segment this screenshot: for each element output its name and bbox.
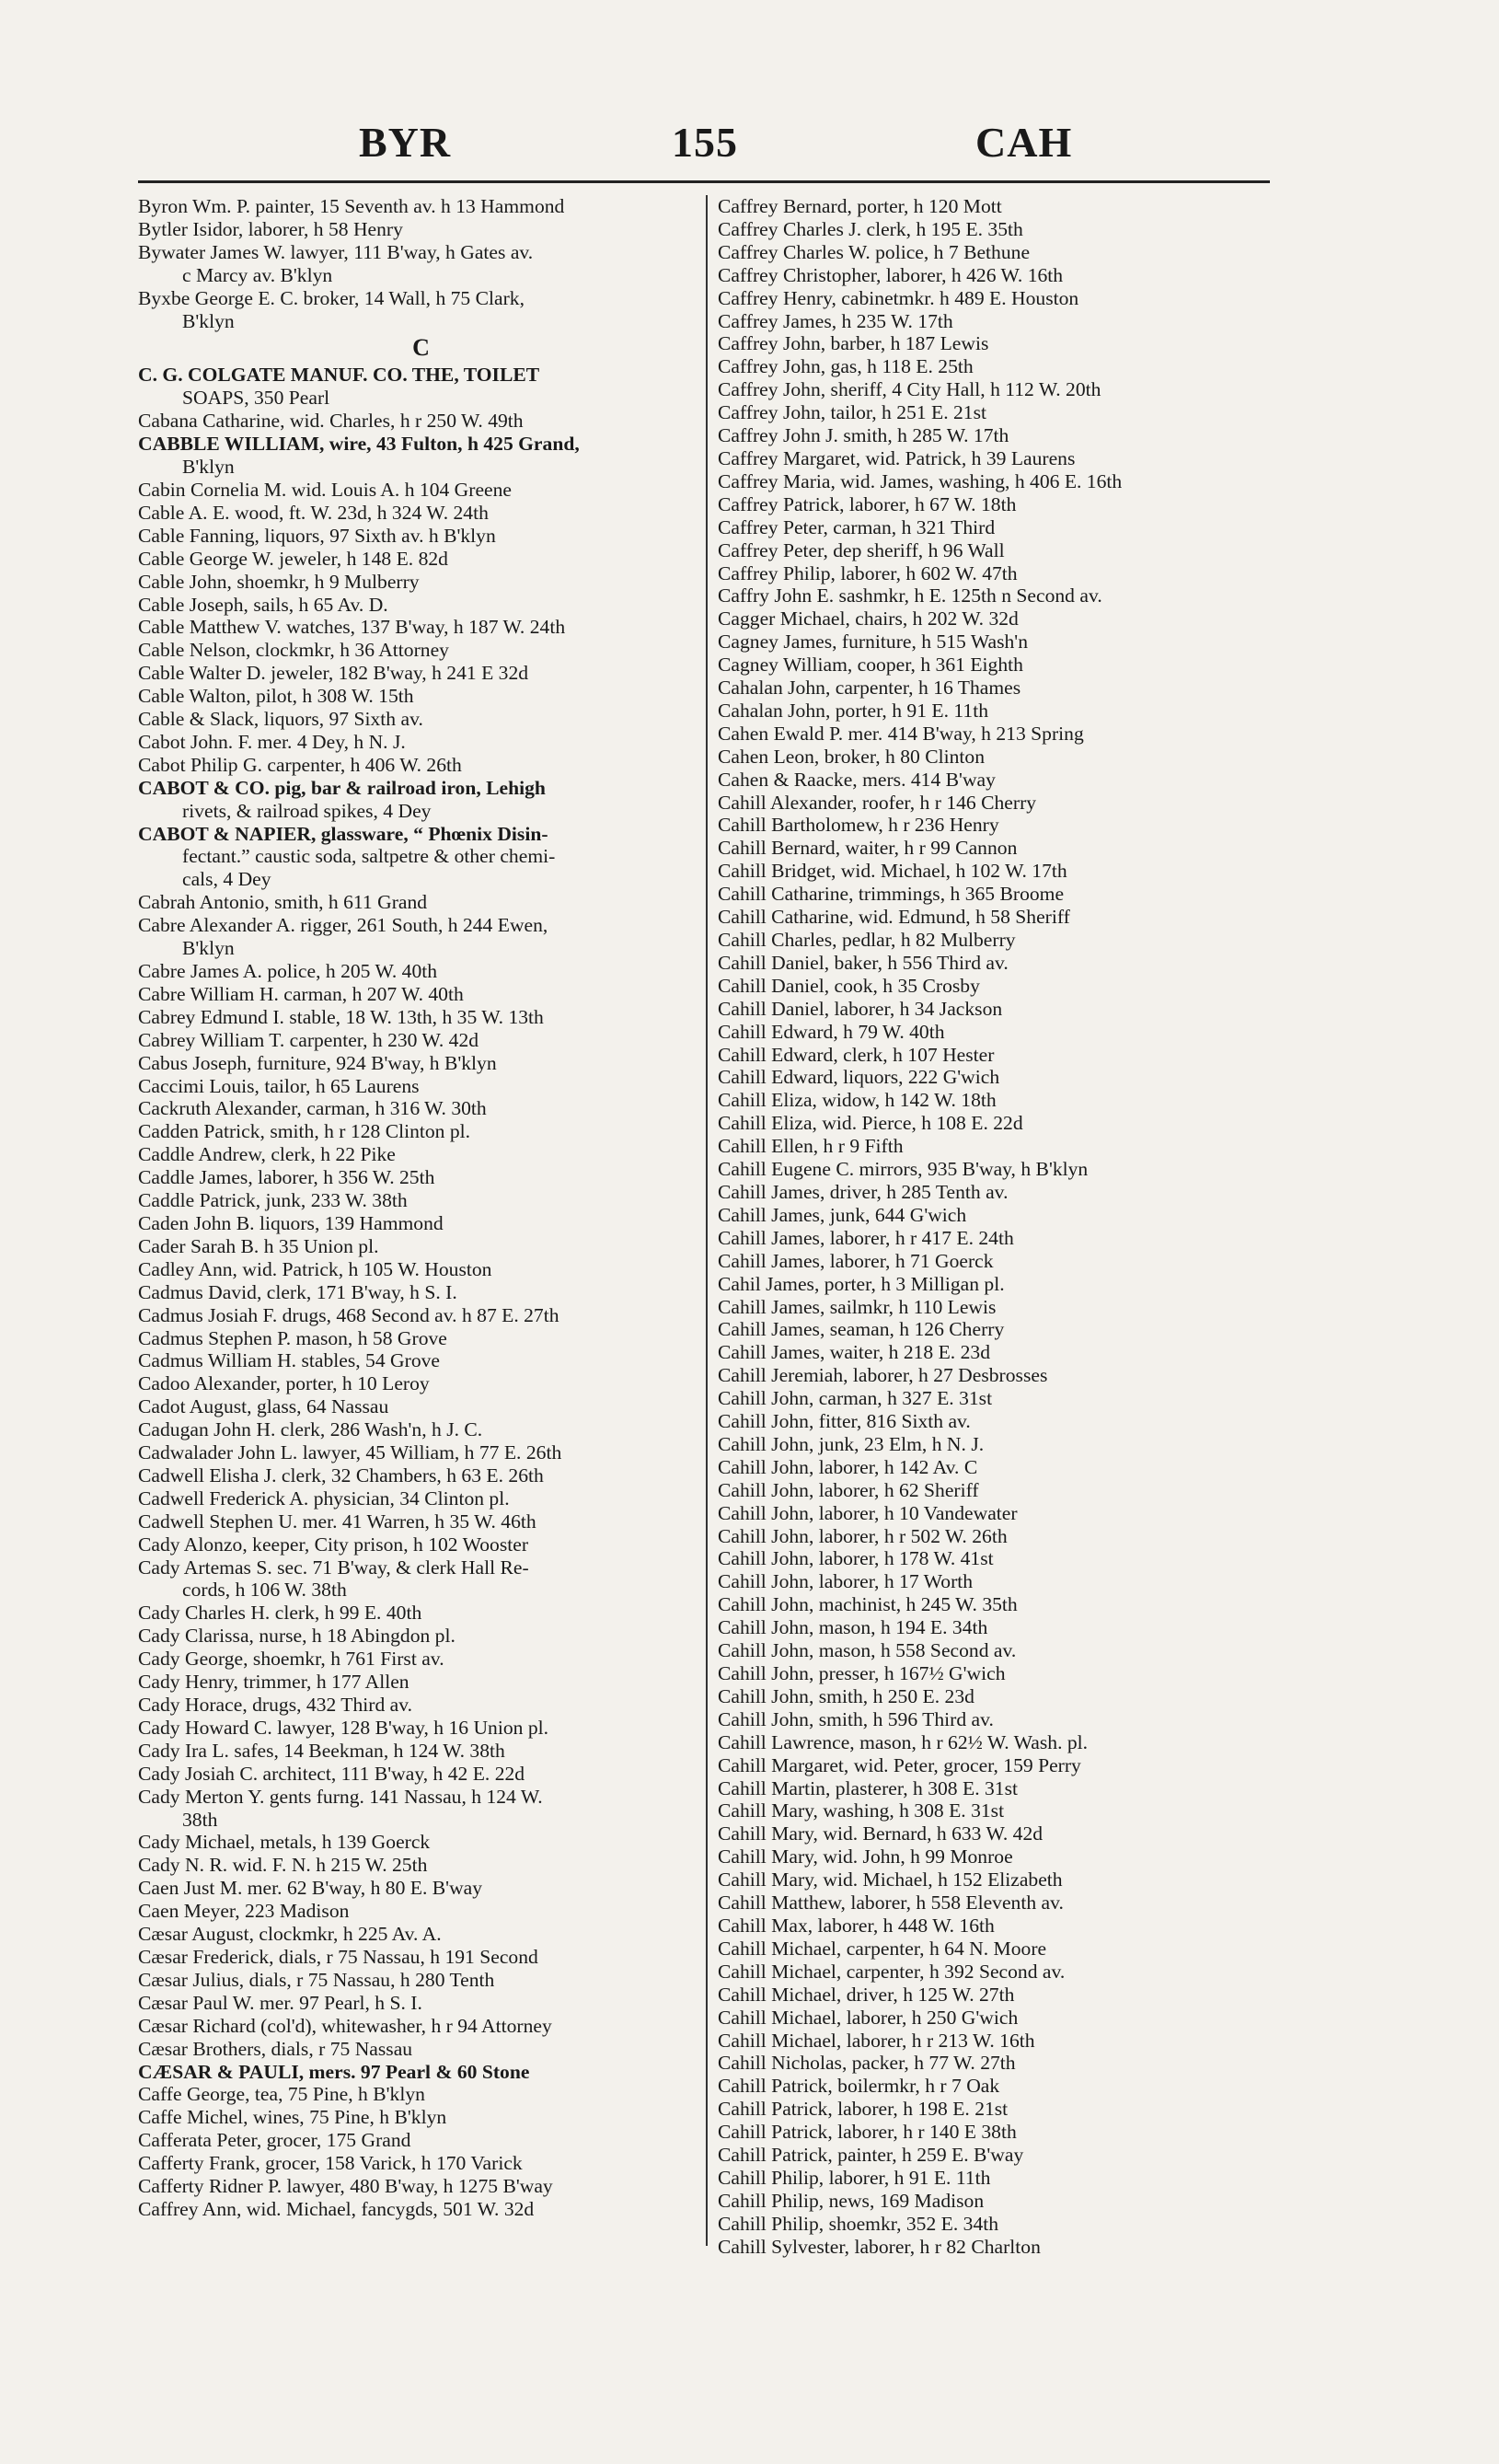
directory-entry: Cahill John, laborer, h r 502 W. 26th — [718, 1524, 1008, 1547]
directory-entry: Cady N. R. wid. F. N. h 215 W. 25th — [138, 1854, 428, 1877]
directory-entry: Cahill James, junk, 644 G'wich — [718, 1203, 967, 1226]
directory-entry: Caffrey Henry, cabinetmkr. h 489 E. Houston — [718, 286, 1079, 309]
left-column — [138, 195, 704, 2221]
directory-entry: Cahill John, mason, h 558 Second av. — [718, 1639, 1017, 1662]
directory-entry: Cady Horace, drugs, 432 Third av. — [138, 1694, 413, 1716]
directory-entry: Bywater James W. lawyer, 111 B'way, h Gates av. — [138, 240, 534, 263]
directory-entry: Cahill John, carman, h 327 E. 31st — [718, 1387, 993, 1410]
header-rule — [138, 180, 1270, 183]
directory-entry: Caffrey John, gas, h 118 E. 25th — [718, 355, 974, 378]
directory-entry: Cahill Patrick, laborer, h r 140 E 38th — [718, 2121, 1017, 2144]
directory-entry: Cahill John, machinist, h 245 W. 35th — [718, 1593, 1018, 1616]
directory-entry: Cahill Mary, wid. Bernard, h 633 W. 42d — [718, 1822, 1044, 1845]
directory-entry: Cahill Edward, clerk, h 107 Hester — [718, 1043, 995, 1066]
directory-entry: Cahill Martin, plasterer, h 308 E. 31st — [718, 1776, 1018, 1799]
directory-entry: Cadwell Stephen U. mer. 41 Warren, h 35 W. 46th — [138, 1510, 536, 1533]
directory-entry: Caffrey Philip, laborer, h 602 W. 47th — [718, 561, 1018, 584]
directory-entry: Cady Charles H. clerk, h 99 E. 40th — [138, 1602, 422, 1625]
directory-entry: Cahill Edward, h 79 W. 40th — [718, 1020, 945, 1043]
directory-entry: Cady Josiah C. architect, 111 B'way, h 42 E. 22d — [138, 1762, 525, 1785]
directory-entry: Cahil James, porter, h 3 Milligan pl. — [718, 1272, 1005, 1295]
directory-entry: Cabana Catharine, wid. Charles, h r 250 W. 49th — [138, 410, 524, 433]
directory-entry: Cable John, shoemkr, h 9 Mulberry — [138, 570, 420, 593]
directory-entry: Caffrey Margaret, wid. Patrick, h 39 Laurens — [718, 446, 1076, 469]
directory-entry: Cahen Leon, broker, h 80 Clinton — [718, 745, 985, 768]
page-number: 155 — [672, 119, 738, 166]
directory-entry: Cahill Philip, shoemkr, 352 E. 34th — [718, 2212, 999, 2235]
directory-entry: Cadmus Stephen P. mason, h 58 Grove — [138, 1326, 447, 1349]
directory-entry: Cahill Sylvester, laborer, h r 82 Charlton — [718, 2235, 1041, 2258]
directory-entry: Cabre Alexander A. rigger, 261 South, h 244 Ewen, — [138, 914, 548, 937]
directory-entry-continuation: rivets, & railroad spikes, 4 Dey — [182, 799, 432, 822]
directory-entry: Caffrey John, barber, h 187 Lewis — [718, 332, 989, 355]
directory-entry: Cahill Eliza, widow, h 142 W. 18th — [718, 1089, 997, 1112]
directory-entry: Cahill Charles, pedlar, h 82 Mulberry — [718, 929, 1016, 951]
directory-entry: Cady Clarissa, nurse, h 18 Abingdon pl. — [138, 1625, 455, 1648]
directory-entry: Caccimi Louis, tailor, h 65 Laurens — [138, 1074, 420, 1097]
directory-entry: Cafferty Ridner P. lawyer, 480 B'way, h 1275 B'way — [138, 2175, 553, 2198]
directory-entry: Cahill Patrick, boilermkr, h r 7 Oak — [718, 2075, 1000, 2098]
directory-entry: C. G. COLGATE MANUF. CO. THE, TOILET — [138, 364, 540, 387]
directory-entry: Cahalan John, carpenter, h 16 Thames — [718, 677, 1021, 700]
directory-entry: Cahill Patrick, painter, h 259 E. B'way — [718, 2144, 1024, 2167]
directory-entry: Cahill Lawrence, mason, h r 62½ W. Wash. pl. — [718, 1730, 1089, 1753]
directory-entry: Cagney James, furniture, h 515 Wash'n — [718, 630, 1028, 654]
directory-entry: Cæsar August, clockmkr, h 225 Av. A. — [138, 1923, 442, 1946]
directory-entry: Cadwell Frederick A. physician, 34 Clinton pl. — [138, 1486, 510, 1510]
directory-entry: Cahill Mary, washing, h 308 E. 31st — [718, 1799, 1005, 1822]
directory-entry: Cahill James, driver, h 285 Tenth av. — [718, 1180, 1009, 1203]
column-divider — [706, 195, 708, 2246]
directory-entry: Cahill John, mason, h 194 E. 34th — [718, 1616, 988, 1639]
directory-entry: Cady George, shoemkr, h 761 First av. — [138, 1648, 444, 1671]
directory-entry-continuation: cals, 4 Dey — [182, 868, 271, 891]
directory-entry: Cahill Bartholomew, h r 236 Henry — [718, 814, 999, 837]
directory-entry: Cahill Margaret, wid. Peter, grocer, 159 Perry — [718, 1753, 1081, 1776]
directory-entry: Cady Merton Y. gents furng. 141 Nassau, h 124 W. — [138, 1785, 543, 1808]
directory-entry: Cabin Cornelia M. wid. Louis A. h 104 Greene — [138, 478, 513, 501]
directory-entry: Cahill Mary, wid. Michael, h 152 Elizabeth — [718, 1868, 1063, 1891]
directory-entry: Cahill James, laborer, h r 417 E. 24th — [718, 1226, 1014, 1249]
directory-entry: Cabrey William T. carpenter, h 230 W. 42d — [138, 1028, 479, 1051]
directory-entry: Cahill Jeremiah, laborer, h 27 Desbrosses — [718, 1364, 1048, 1387]
directory-entry: Cable & Slack, liquors, 97 Sixth av. — [138, 708, 423, 731]
directory-entry: Cable Walton, pilot, h 308 W. 15th — [138, 685, 414, 708]
directory-entry: Caffrey Ann, wid. Michael, fancygds, 501 W. 32d — [138, 2197, 535, 2220]
directory-entry: Caffry John E. sashmkr, h E. 125th n Second av. — [718, 584, 1102, 607]
directory-entry: Cabot Philip G. carpenter, h 406 W. 26th — [138, 753, 462, 776]
directory-entry: Cahill John, smith, h 250 E. 23d — [718, 1684, 974, 1707]
directory-entry: Cahill John, presser, h 167½ G'wich — [718, 1662, 1006, 1684]
directory-entry: Cady Ira L. safes, 14 Beekman, h 124 W. 38th — [138, 1739, 505, 1762]
directory-entry: Cady Henry, trimmer, h 177 Allen — [138, 1671, 409, 1694]
directory-entry: Caffrey Charles W. police, h 7 Bethune — [718, 240, 1031, 263]
directory-entry: Caffrey John, tailor, h 251 E. 21st — [718, 401, 987, 424]
directory-entry: Cahill Philip, news, 169 Madison — [718, 2189, 985, 2212]
directory-entry: Cahill John, junk, 23 Elm, h N. J. — [718, 1432, 985, 1455]
directory-entry: Caddle Andrew, clerk, h 22 Pike — [138, 1143, 396, 1166]
directory-entry: Cadwell Elisha J. clerk, 32 Chambers, h 63 E. 26th — [138, 1463, 544, 1486]
directory-entry: Caffrey James, h 235 W. 17th — [718, 309, 953, 332]
directory-entry: Cahill Michael, driver, h 125 W. 27th — [718, 1983, 1015, 2006]
directory-entry: Cadden Patrick, smith, h r 128 Clinton pl. — [138, 1120, 471, 1143]
directory-entry: Cady Michael, metals, h 139 Goerck — [138, 1831, 431, 1854]
directory-entry: Cahill Catharine, trimmings, h 365 Broome — [718, 883, 1065, 906]
directory-entry-continuation: cords, h 106 W. 38th — [182, 1579, 347, 1602]
directory-entry-continuation: B'klyn — [182, 309, 235, 332]
directory-entry: Cahill John, laborer, h 178 W. 41st — [718, 1547, 994, 1570]
directory-entry: Cahen Ewald P. mer. 414 B'way, h 213 Spring — [718, 722, 1084, 745]
directory-entry: Cabus Joseph, furniture, 924 B'way, h B'klyn — [138, 1051, 497, 1074]
directory-entry: Cady Artemas S. sec. 71 B'way, & clerk Hall Re- — [138, 1556, 529, 1579]
directory-entry: Cahill Max, laborer, h 448 W. 16th — [718, 1914, 995, 1937]
directory-entry: Cable A. E. wood, ft. W. 23d, h 324 W. 24th — [138, 501, 489, 524]
directory-entry: Cæsar Richard (col'd), whitewasher, h r 94 Attorney — [138, 2014, 552, 2037]
directory-entry: Cahill Michael, carpenter, h 64 N. Moore — [718, 1937, 1047, 1960]
directory-entry: Bytler Isidor, laborer, h 58 Henry — [138, 217, 403, 240]
directory-entry: Cæsar Paul W. mer. 97 Pearl, h S. I. — [138, 1991, 422, 2014]
directory-entry: Cable George W. jeweler, h 148 E. 82d — [138, 547, 448, 570]
directory-entry: Cady Alonzo, keeper, City prison, h 102 Wooster — [138, 1533, 529, 1556]
directory-entry: Cahill John, laborer, h 142 Av. C — [718, 1455, 978, 1478]
directory-entry: CABBLE WILLIAM, wire, 43 Fulton, h 425 Grand, — [138, 433, 580, 456]
directory-entry: Cadmus William H. stables, 54 Grove — [138, 1349, 440, 1372]
directory-entry: Cahill Bernard, waiter, h r 99 Cannon — [718, 837, 1018, 860]
directory-entry: Cahen & Raacke, mers. 414 B'way — [718, 768, 996, 791]
directory-entry: Cabrey Edmund I. stable, 18 W. 13th, h 35 W. 13th — [138, 1005, 544, 1028]
directory-entry: Caddle Patrick, junk, 233 W. 38th — [138, 1189, 408, 1212]
directory-entry: Cable Nelson, clockmkr, h 36 Attorney — [138, 639, 449, 662]
directory-entry: Cahill Catharine, wid. Edmund, h 58 Sheriff — [718, 906, 1070, 929]
directory-entry: Caffrey John, sheriff, 4 City Hall, h 112 W. 20th — [718, 378, 1101, 401]
directory-entry: Cahill John, laborer, h 17 Worth — [718, 1570, 974, 1593]
directory-entry: Caffrey Charles J. clerk, h 195 E. 35th — [718, 217, 1023, 240]
directory-entry: Caffrey Bernard, porter, h 120 Mott — [718, 195, 1002, 217]
header-left-guide-word: BYR — [359, 119, 452, 166]
right-column — [718, 195, 1284, 2259]
directory-entry: Cahill Michael, laborer, h 250 G'wich — [718, 2006, 1019, 2029]
header-right-guide-word: CAH — [975, 119, 1073, 166]
directory-entry: Cabot John. F. mer. 4 Dey, h N. J. — [138, 730, 406, 753]
directory-entry: CÆSAR & PAULI, mers. 97 Pearl & 60 Stone — [138, 2060, 530, 2083]
directory-entry: Caddle James, laborer, h 356 W. 25th — [138, 1166, 435, 1189]
directory-entry: Cadwalader John L. lawyer, 45 William, h 77 E. 26th — [138, 1441, 562, 1464]
directory-entry: Cable Matthew V. watches, 137 B'way, h 187 W. 24th — [138, 616, 566, 639]
directory-entry: Cable Fanning, liquors, 97 Sixth av. h B'klyn — [138, 524, 496, 547]
directory-entry: Cahill Philip, laborer, h 91 E. 11th — [718, 2166, 991, 2189]
directory-entry-continuation: SOAPS, 350 Pearl — [182, 387, 330, 410]
directory-entry: CABOT & NAPIER, glassware, “ Phœnix Disin- — [138, 822, 548, 845]
directory-entry: Cahill Michael, carpenter, h 392 Second av. — [718, 1960, 1066, 1983]
directory-entry: Cahill John, laborer, h 10 Vandewater — [718, 1501, 1018, 1524]
directory-entry-continuation: 38th — [182, 1808, 218, 1831]
directory-entry: Cahill Eugene C. mirrors, 935 B'way, h B'klyn — [718, 1158, 1089, 1181]
directory-entry: Cahill Patrick, laborer, h 198 E. 21st — [718, 2098, 1009, 2121]
directory-entry-continuation: fectant.” caustic soda, saltpetre & other chemi- — [182, 845, 556, 868]
directory-entry: Cahill James, waiter, h 218 E. 23d — [718, 1341, 990, 1364]
directory-entry: Caffrey Christopher, laborer, h 426 W. 16th — [718, 263, 1064, 286]
directory-entry: Cahill James, sailmkr, h 110 Lewis — [718, 1295, 997, 1318]
directory-entry: Cahill Daniel, baker, h 556 Third av. — [718, 951, 1009, 974]
directory-entry: Cagger Michael, chairs, h 202 W. 32d — [718, 607, 1019, 630]
directory-entry: Cahill Ellen, h r 9 Fifth — [718, 1135, 904, 1158]
directory-entry: Cackruth Alexander, carman, h 316 W. 30th — [138, 1097, 487, 1120]
directory-entry: Cadoo Alexander, porter, h 10 Leroy — [138, 1372, 430, 1395]
directory-entry: Cabre James A. police, h 205 W. 40th — [138, 960, 438, 982]
directory-entry: Cahill Edward, liquors, 222 G'wich — [718, 1066, 1000, 1089]
directory-entry: Cabre William H. carman, h 207 W. 40th — [138, 982, 464, 1005]
directory-entry: Cahill John, smith, h 596 Third av. — [718, 1707, 994, 1730]
directory-entry: Cahill Alexander, roofer, h r 146 Cherry — [718, 791, 1037, 814]
directory-entry: Caffrey John J. smith, h 285 W. 17th — [718, 424, 1009, 447]
directory-entry: Byron Wm. P. painter, 15 Seventh av. h 13 Hammond — [138, 195, 565, 217]
directory-entry: Cahill James, laborer, h 71 Goerck — [718, 1249, 994, 1272]
directory-entry: Cadmus David, clerk, 171 B'way, h S. I. — [138, 1280, 457, 1303]
directory-entry: Caen Just M. mer. 62 B'way, h 80 E. B'way — [138, 1877, 483, 1900]
directory-entry: Caden John B. liquors, 139 Hammond — [138, 1211, 444, 1234]
directory-entry: Cader Sarah B. h 35 Union pl. — [138, 1234, 379, 1257]
directory-entry: Cadley Ann, wid. Patrick, h 105 W. Houston — [138, 1257, 492, 1280]
directory-entry-continuation: B'klyn — [182, 937, 235, 960]
directory-entry: Cahill Eliza, wid. Pierce, h 108 E. 22d — [718, 1112, 1023, 1135]
directory-entry: Caffrey Peter, dep sheriff, h 96 Wall — [718, 538, 1005, 561]
directory-entry: Cabrah Antonio, smith, h 611 Grand — [138, 891, 428, 914]
directory-entry: Cady Howard C. lawyer, 128 B'way, h 16 Union pl. — [138, 1716, 549, 1739]
directory-entry: Cafferata Peter, grocer, 175 Grand — [138, 2129, 411, 2152]
directory-entry: Caffrey Maria, wid. James, washing, h 406 E. 16th — [718, 469, 1123, 492]
directory-entry: Cadugan John H. clerk, 286 Wash'n, h J. C. — [138, 1418, 483, 1441]
directory-entry: Cahill John, laborer, h 62 Sheriff — [718, 1478, 979, 1501]
directory-entry: Cahill Michael, laborer, h r 213 W. 16th — [718, 2029, 1035, 2052]
directory-entry: Cahill Bridget, wid. Michael, h 102 W. 17th — [718, 860, 1067, 883]
directory-entry: Byxbe George E. C. broker, 14 Wall, h 75 Clark, — [138, 286, 525, 309]
directory-entry: Caffe Michel, wines, 75 Pine, h B'klyn — [138, 2106, 447, 2129]
directory-entry: Cahill James, seaman, h 126 Cherry — [718, 1318, 1005, 1341]
directory-entry: Cæsar Brothers, dials, r 75 Nassau — [138, 2037, 413, 2060]
directory-entry: Cahill Matthew, laborer, h 558 Eleventh av. — [718, 1891, 1064, 1915]
directory-entry: Cahalan John, porter, h 91 E. 11th — [718, 699, 988, 722]
directory-entry: Cæsar Frederick, dials, r 75 Nassau, h 191 Second — [138, 1945, 538, 1968]
page-header — [138, 118, 1270, 173]
section-letter-heading: C — [412, 334, 430, 362]
directory-entry: Cahill Mary, wid. John, h 99 Monroe — [718, 1845, 1013, 1868]
directory-entry: Cahill Daniel, laborer, h 34 Jackson — [718, 997, 1003, 1020]
directory-entry: Cadmus Josiah F. drugs, 468 Second av. h 87 E. 27th — [138, 1303, 559, 1326]
directory-entry: Cable Walter D. jeweler, 182 B'way, h 241 E 32d — [138, 662, 529, 685]
directory-entry: Cahill John, fitter, 816 Sixth av. — [718, 1410, 971, 1433]
directory-entry-continuation: B'klyn — [182, 456, 235, 479]
directory-entry: Caffrey Patrick, laborer, h 67 W. 18th — [718, 492, 1017, 515]
directory-entry: Cahill Nicholas, packer, h 77 W. 27th — [718, 2052, 1016, 2075]
directory-entry: Cæsar Julius, dials, r 75 Nassau, h 280 Tenth — [138, 1968, 495, 1991]
directory-entry: Caffrey Peter, carman, h 321 Third — [718, 515, 996, 538]
directory-entry: Cagney William, cooper, h 361 Eighth — [718, 654, 1023, 677]
directory-entry: Cable Joseph, sails, h 65 Av. D. — [138, 593, 388, 616]
directory-entry: Caffe George, tea, 75 Pine, h B'klyn — [138, 2083, 425, 2106]
directory-entry-continuation: c Marcy av. B'klyn — [182, 263, 333, 286]
directory-entry: Caen Meyer, 223 Madison — [138, 1900, 350, 1923]
directory-entry: Cafferty Frank, grocer, 158 Varick, h 170 Varick — [138, 2152, 523, 2175]
directory-entry: Cahill Daniel, cook, h 35 Crosby — [718, 974, 980, 997]
directory-entry: Cadot August, glass, 64 Nassau — [138, 1395, 389, 1418]
directory-entry: CABOT & CO. pig, bar & railroad iron, Lehigh — [138, 776, 546, 799]
